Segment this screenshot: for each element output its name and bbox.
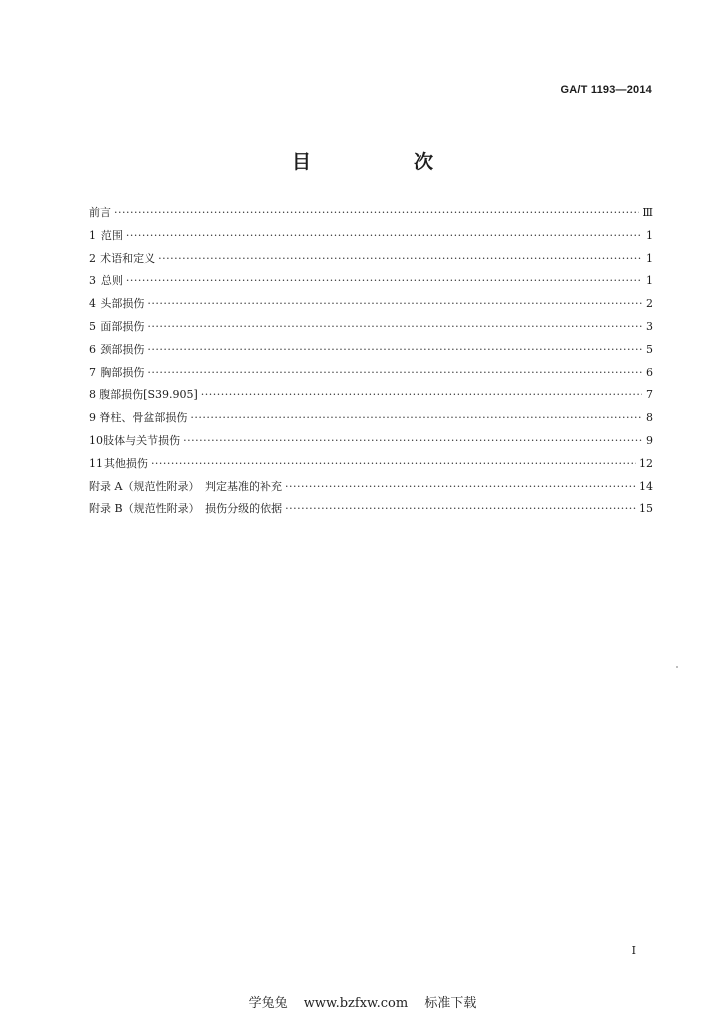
scan-speck — [676, 666, 678, 668]
toc-dot-leader — [285, 502, 636, 515]
page-number: I — [631, 944, 636, 957]
toc-entry-label: 前言 — [89, 206, 111, 219]
toc-dot-leader — [190, 411, 642, 424]
toc-entry-11[interactable] — [89, 455, 653, 478]
toc-dot-leader — [147, 366, 642, 379]
toc-entry-label: 肢体与关节损伤 — [103, 433, 181, 447]
toc-entry-appendix-b[interactable] — [89, 500, 653, 523]
table-of-contents — [89, 204, 653, 523]
toc-entry-page: Ⅲ — [642, 206, 653, 219]
toc-entry-label: 胸部损伤 — [100, 365, 145, 379]
toc-entry-page: 6 — [646, 365, 653, 379]
toc-entry-foreword[interactable] — [89, 204, 653, 227]
toc-entry-page: 7 — [646, 388, 653, 402]
toc-entry-label: 附录 B（规范性附录） 损伤分级的依据 — [89, 502, 283, 516]
toc-entry-page: 3 — [646, 319, 653, 333]
toc-entry-label: 脊柱、骨盆部损伤 — [99, 411, 188, 425]
toc-entry-number: 9 — [89, 411, 96, 425]
footer-watermark — [0, 992, 725, 1011]
toc-entry-6[interactable] — [89, 341, 653, 364]
toc-entry-number: 5 — [89, 319, 96, 333]
toc-entry-page: 8 — [646, 411, 653, 425]
toc-entry-number: 10 — [89, 433, 103, 447]
toc-entry-8[interactable] — [89, 386, 653, 409]
toc-entry-5[interactable] — [89, 318, 653, 341]
toc-entry-label: 其他损伤 — [103, 456, 148, 470]
toc-entry-label: 腹部损伤[S39.905] — [99, 388, 198, 402]
toc-dot-leader — [147, 320, 642, 333]
toc-dot-leader — [147, 343, 642, 356]
toc-entry-label: 术语和定义 — [100, 251, 156, 265]
toc-entry-label: 总则 — [100, 274, 123, 288]
toc-entry-4[interactable] — [89, 295, 653, 318]
page-title: 目 次 — [291, 151, 475, 173]
toc-dot-leader — [147, 297, 642, 310]
toc-entry-page: 15 — [639, 502, 653, 516]
toc-entry-page: 1 — [646, 228, 653, 242]
toc-entry-page: 14 — [639, 479, 653, 493]
toc-entry-page: 12 — [639, 456, 653, 470]
toc-dot-leader — [201, 388, 642, 401]
toc-entry-label: 附录 A（规范性附录） 判定基准的补充 — [89, 479, 282, 493]
toc-entry-label: 面部损伤 — [100, 319, 145, 333]
toc-entry-number: 11 — [89, 456, 103, 470]
toc-entry-page: 1 — [646, 274, 653, 288]
toc-entry-1[interactable] — [89, 227, 653, 250]
toc-entry-label: 头部损伤 — [100, 297, 145, 311]
toc-entry-7[interactable] — [89, 364, 653, 387]
footer-url[interactable]: www.bzfxw.com — [303, 996, 409, 1011]
toc-entry-page: 2 — [646, 297, 653, 311]
toc-entry-page: 5 — [646, 342, 653, 356]
toc-entry-page: 1 — [646, 251, 653, 265]
toc-entry-3[interactable] — [89, 272, 653, 295]
toc-entry-label: 颈部损伤 — [100, 342, 145, 356]
toc-dot-leader — [158, 252, 642, 265]
toc-entry-number: 2 — [89, 251, 96, 265]
toc-entry-9[interactable] — [89, 409, 653, 432]
footer-site-name: 学兔兔 — [248, 996, 288, 1011]
toc-dot-leader — [126, 229, 642, 242]
toc-entry-label: 范围 — [100, 228, 123, 242]
toc-entry-page: 9 — [646, 433, 653, 447]
toc-dot-leader — [285, 480, 636, 493]
toc-dot-leader — [151, 457, 636, 470]
toc-entry-number: 3 — [89, 274, 96, 288]
standard-code: GA/T 1193—2014 — [560, 84, 652, 96]
toc-dot-leader — [114, 206, 639, 219]
toc-dot-leader — [183, 434, 642, 447]
toc-entry-10[interactable] — [89, 432, 653, 455]
toc-entry-number: 8 — [89, 388, 96, 402]
footer-slogan: 标准下载 — [424, 996, 477, 1011]
toc-entry-number: 7 — [89, 365, 96, 379]
toc-entry-number: 6 — [89, 342, 96, 356]
toc-entry-number: 4 — [89, 297, 96, 311]
toc-entry-number: 1 — [89, 228, 96, 242]
toc-dot-leader — [126, 274, 642, 287]
toc-entry-appendix-a[interactable] — [89, 478, 653, 501]
toc-entry-2[interactable] — [89, 250, 653, 273]
